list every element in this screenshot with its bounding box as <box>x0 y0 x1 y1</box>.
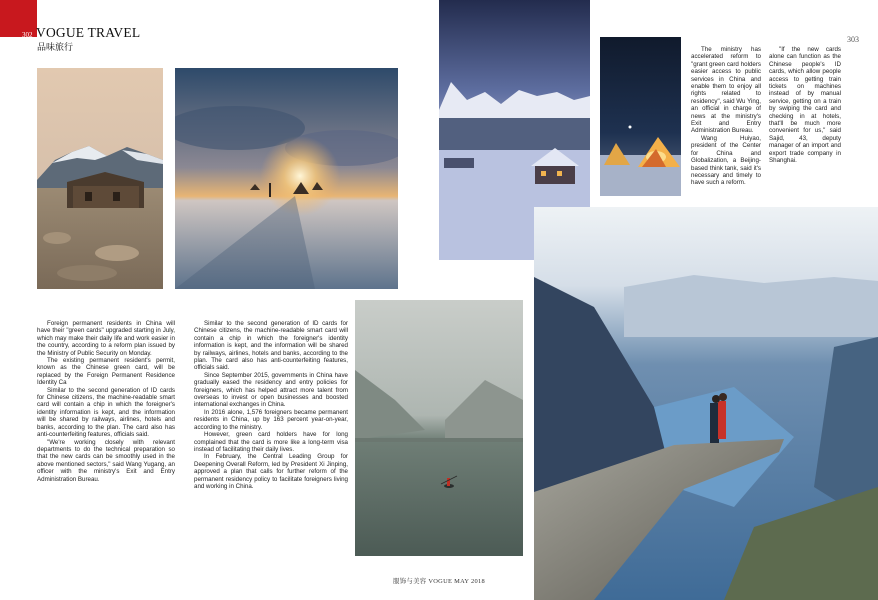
left-page-number: 302 <box>22 31 33 39</box>
cabin-mountain-photo <box>37 68 163 289</box>
paragraph: However, green card holders have for long complained that the card is more like a long-term visa instead of facilitating their daily lives. <box>194 431 348 453</box>
article-column-1 <box>37 320 175 483</box>
paragraph: Similar to the second generation of ID cards for Chinese citizens, the machine-readable smart card will contain a chip in which the foreigner's identity information is kept, and the information will be shared by railways, airlines, hotels and banks, according to the plan. The card also has anti-counterfeiting features, officials said. <box>37 386 175 439</box>
footer-credit: 服饰与美容 VOGUE MAY 2018 <box>393 578 485 585</box>
article-column-4 <box>769 46 841 165</box>
lit-tents-photo <box>600 37 681 196</box>
paragraph: "If the new cards alone can function as the Chinese people's ID cards, which allow people access to getting train tickets on machines instead of by manual service, getting on a train by swiping the card and checking in at hotels, that'll be much more convenient for us," said Sajid, 43, deputy manager of an import and export trade company in Shanghai. <box>769 46 841 165</box>
paragraph: "We're working closely with relevant departments to do the technical preparation so that the new cards can be smoothly used in the above mentioned sectors," said Wang Yugang, an officer with the ministry's Exit and Entry Administration Bureau. <box>37 438 175 483</box>
paragraph: Since September 2015, governments in China have gradually eased the residency and entry policies for foreigners, which has helped attract more talent from overseas to invest or open businesses and boosted international exchanges in China. <box>194 371 348 409</box>
kayak-lake-photo <box>355 300 523 556</box>
paragraph: The ministry has accelerated reform to "grant green card holders easier access to public services in China and enable them to enjoy all rights related to residency", said Wu Ying, an official in charge of news at the ministry's Exit and Entry Administration Bureau. <box>691 46 761 135</box>
paragraph: In February, the Central Leading Group for Deepening Overall Reform, led by President Xi Jinping, approved a plan that calls for further reform of the permanent residency policy to facilitate foreigners living and working in China. <box>194 453 348 490</box>
masthead-chinese: 品味旅行 <box>37 43 74 53</box>
tents-sunset-photo <box>175 68 398 289</box>
couple-cliff-fjord-photo <box>534 207 878 600</box>
paragraph: Foreign permanent residents in China will have their "green cards" upgraded starting in July, which may make their daily life and work easier in the country, according to a reform plan issued by the Ministry of Public Security on Monday. <box>37 320 175 357</box>
article-column-2 <box>194 320 348 490</box>
paragraph: The existing permanent resident's permit, known as the Chinese green card, will be replaced by the Foreign Permanent Residence Identity Ca <box>37 357 175 387</box>
right-page-number: 303 <box>847 35 859 44</box>
paragraph: Wang Huiyao, president of the Center for China and Globalization, a Beijing-based think tank, said it's necessary and timely to have such a reform. <box>691 134 761 187</box>
article-column-3 <box>691 46 761 187</box>
masthead: VOGUE TRAVEL <box>36 25 141 40</box>
paragraph: In 2016 alone, 1,576 foreigners became permanent residents in China, up by 163 percent year-on-year, according to the ministry. <box>194 408 348 431</box>
paragraph: Similar to the second generation of ID cards for Chinese citizens, the machine-readable smart card will contain a chip in which the foreigner's identity information is kept, and the information will be shared by railways, airlines, hotels and banks, according to the plan. The card also has anti-counterfeiting features, officials said. <box>194 320 348 372</box>
